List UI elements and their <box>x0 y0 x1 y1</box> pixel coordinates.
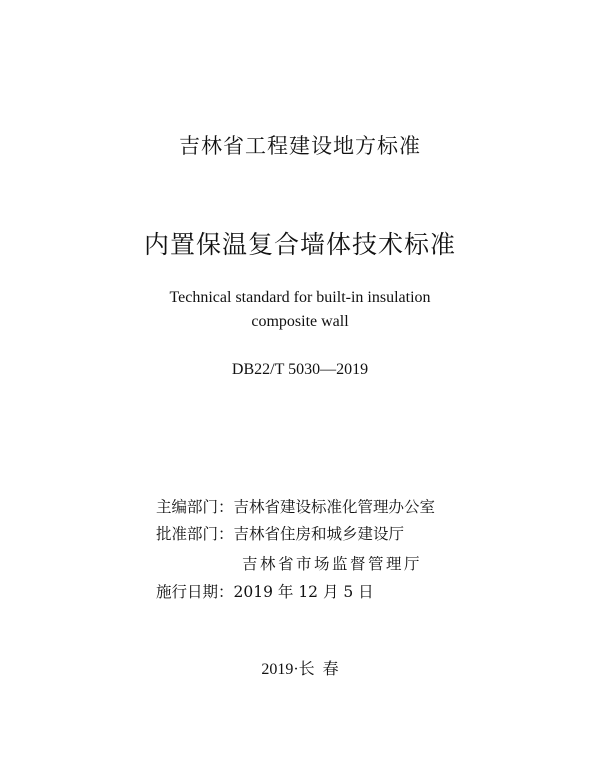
approver-label: 批准部门： <box>156 525 234 543</box>
editor-value: 吉林省建设标准化管理办公室 <box>233 498 436 516</box>
editor-row <box>156 495 576 517</box>
standard-series-heading: 吉林省工程建设地方标准 <box>179 134 421 158</box>
approver-row <box>156 522 576 544</box>
document-title-english-line1: Technical standard for built-in insulation <box>169 289 431 306</box>
effective-date-row <box>156 580 576 602</box>
effective-date-label: 施行日期： <box>156 583 234 601</box>
document-title-chinese: 内置保温复合墙体技术标准 <box>143 230 456 259</box>
imprint-line: 2019·长 春 <box>261 661 339 678</box>
approver-value-2: 吉林省市场监督管理厅 <box>242 555 423 573</box>
standard-code: DB22/T 5030—2019 <box>231 361 369 378</box>
document-title-english-line2: composite wall <box>251 313 349 330</box>
effective-date-value: 2019 年 12 月 5 日 <box>233 583 374 601</box>
approver-value-1: 吉林省住房和城乡建设厅 <box>233 525 405 543</box>
editor-label: 主编部门： <box>156 498 234 516</box>
